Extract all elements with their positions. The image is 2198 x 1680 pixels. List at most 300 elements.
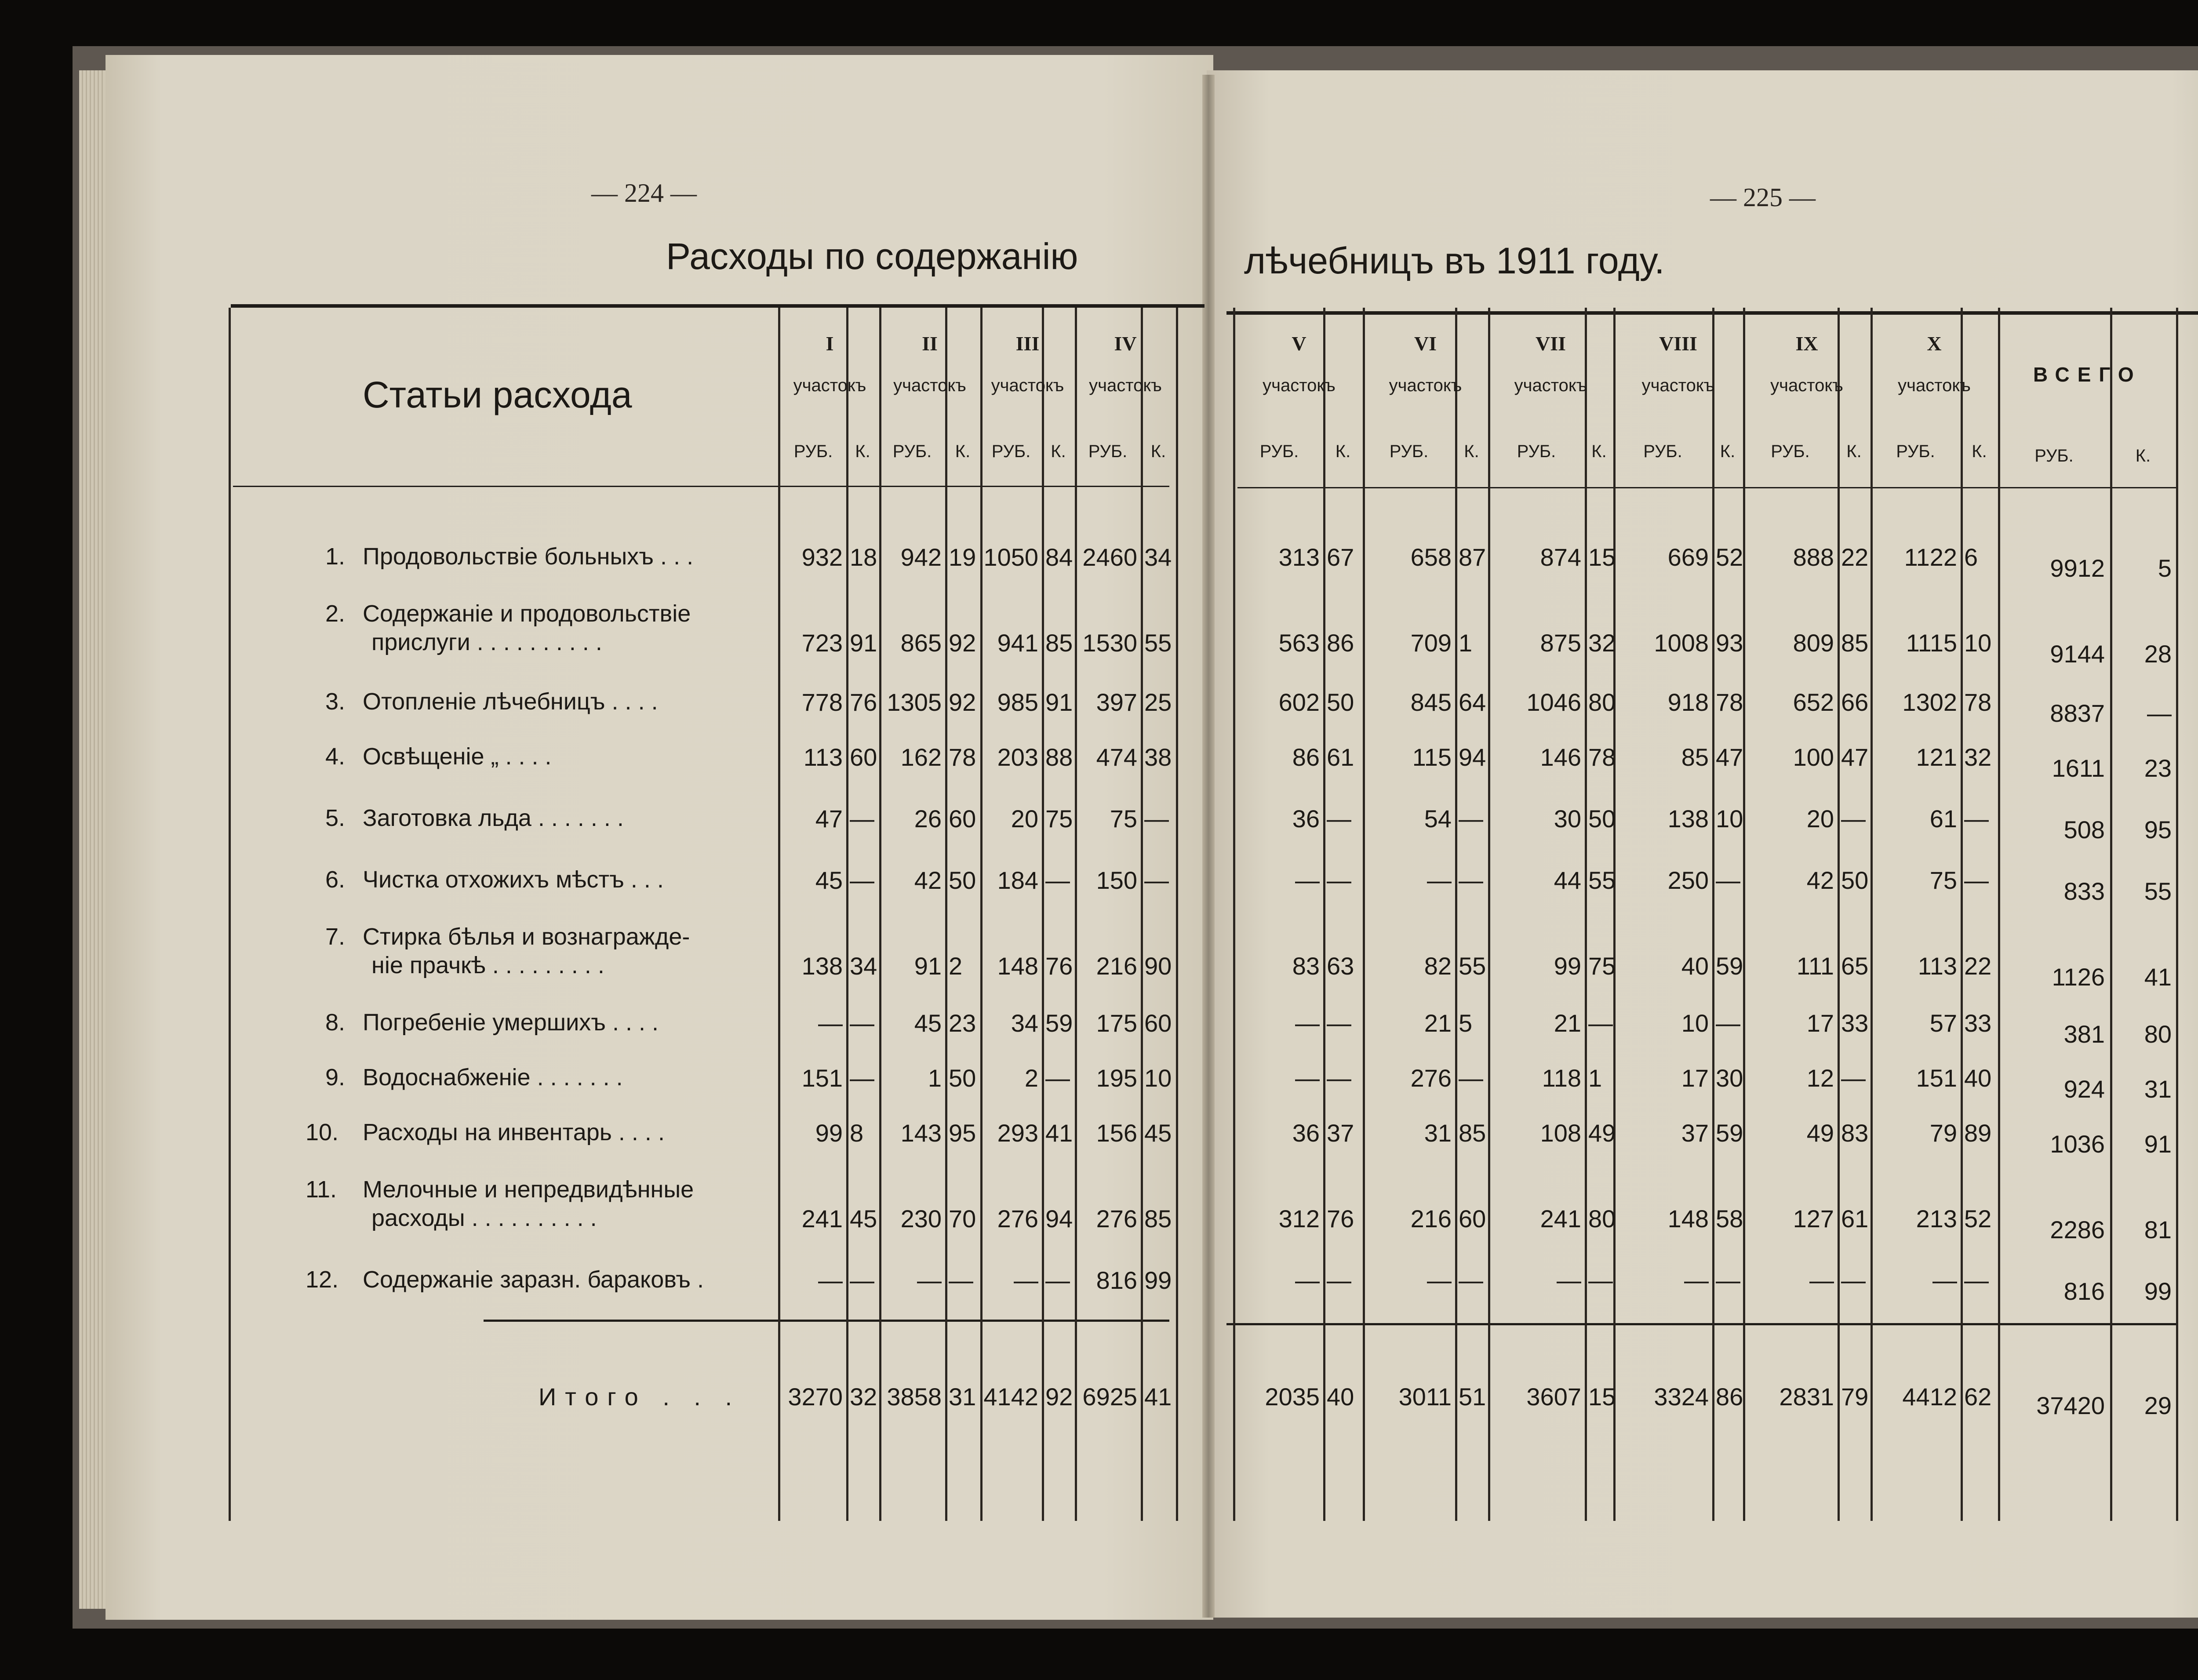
- amount-kop: 99: [1144, 1266, 1172, 1294]
- amount-rub: 1122: [1904, 543, 1957, 571]
- amount-kop: —: [1964, 866, 1989, 894]
- amount-rub: 36: [1292, 1119, 1320, 1147]
- row-number: 10.: [306, 1119, 339, 1145]
- district-unit: участокъ: [1389, 376, 1462, 395]
- total-amount-kop: 41: [1144, 1383, 1172, 1411]
- amount-rub: 79: [1929, 1119, 1957, 1147]
- amount-kop: —: [1588, 1009, 1613, 1037]
- district-number: II: [922, 332, 938, 355]
- kop-label: К.: [855, 442, 870, 461]
- amount-kop: 38: [1144, 743, 1172, 771]
- row-label: расходы . . . . . . . . . .: [371, 1205, 597, 1231]
- total-rub: 2286: [2050, 1216, 2105, 1244]
- amount-rub: 809: [1793, 629, 1834, 657]
- amount-rub: 162: [900, 743, 942, 771]
- amount-kop: 76: [850, 688, 877, 716]
- amount-rub: 45: [914, 1009, 942, 1037]
- amount-kop: 55: [1588, 866, 1616, 894]
- amount-rub: 985: [997, 688, 1038, 716]
- amount-rub: 12: [1806, 1064, 1834, 1092]
- amount-rub: 75: [1110, 805, 1137, 833]
- amount-kop: 95: [949, 1119, 976, 1147]
- amount-kop: 8: [850, 1119, 864, 1147]
- amount-rub: —: [1295, 866, 1320, 894]
- stub-header: Статьи расхода: [363, 374, 632, 415]
- row-label: ніе прачкѣ . . . . . . . . .: [371, 952, 604, 978]
- amount-rub: —: [1932, 1266, 1957, 1294]
- total-amount-kop: 40: [1327, 1383, 1354, 1411]
- amount-kop: 67: [1327, 543, 1354, 571]
- district-number: IV: [1114, 332, 1137, 355]
- amount-kop: 32: [1588, 629, 1616, 657]
- total-amount-rub: 3270: [788, 1383, 843, 1411]
- amount-kop: 60: [1144, 1009, 1172, 1037]
- rub-label: РУБ.: [1088, 442, 1128, 461]
- amount-kop: 89: [1964, 1119, 1992, 1147]
- district-unit: участокъ: [1770, 376, 1843, 395]
- amount-rub: 709: [1410, 629, 1452, 657]
- total-label: Итого . . .: [539, 1383, 741, 1411]
- amount-kop: 61: [1841, 1205, 1869, 1233]
- page-number-left: — 224 —: [591, 178, 697, 207]
- amount-rub: 127: [1793, 1205, 1834, 1233]
- district-number: III: [1015, 332, 1040, 355]
- amount-kop: —: [1327, 805, 1351, 833]
- amount-kop: 88: [1045, 743, 1073, 771]
- amount-rub: 313: [1278, 543, 1320, 571]
- amount-rub: 241: [1540, 1205, 1581, 1233]
- column-divider: [1961, 308, 1963, 1521]
- amount-rub: 91: [914, 952, 942, 980]
- total-kop: 55: [2144, 877, 2172, 905]
- amount-kop: 91: [850, 629, 877, 657]
- amount-rub: 49: [1806, 1119, 1834, 1147]
- total-rub: 1611: [2052, 754, 2105, 782]
- amount-kop: 52: [1964, 1205, 1992, 1233]
- amount-kop: 85: [1841, 629, 1869, 657]
- amount-kop: 85: [1144, 1205, 1172, 1233]
- amount-kop: 64: [1459, 688, 1486, 716]
- rub-label: РУБ.: [1389, 442, 1429, 461]
- total-kop: 31: [2144, 1075, 2172, 1103]
- column-divider: [945, 308, 947, 1521]
- amount-rub: 86: [1292, 743, 1320, 771]
- amount-kop: —: [850, 866, 874, 894]
- amount-kop: 10: [1964, 629, 1992, 657]
- amount-rub: 44: [1554, 866, 1581, 894]
- column-divider: [1613, 308, 1616, 1521]
- amount-rub: 175: [1096, 1009, 1137, 1037]
- amount-rub: 669: [1667, 543, 1709, 571]
- amount-kop: 33: [1964, 1009, 1992, 1037]
- amount-kop: —: [1459, 1064, 1483, 1092]
- column-divider: [1488, 308, 1490, 1521]
- rub-label: РУБ.: [991, 442, 1031, 461]
- amount-kop: 93: [1716, 629, 1743, 657]
- column-divider: [1998, 308, 2000, 1521]
- amount-rub: 17: [1681, 1064, 1709, 1092]
- kop-label: К.: [1464, 442, 1479, 461]
- kop-label: К.: [955, 442, 971, 461]
- kop-label: К.: [1720, 442, 1736, 461]
- amount-kop: —: [850, 1064, 874, 1092]
- amount-kop: —: [1459, 866, 1483, 894]
- amount-kop: —: [1327, 1266, 1351, 1294]
- district-number: VI: [1414, 332, 1437, 355]
- amount-rub: —: [1684, 1266, 1709, 1294]
- amount-rub: 148: [1667, 1205, 1709, 1233]
- row-label: Отопленіе лѣчебницъ . . . .: [363, 688, 658, 715]
- amount-rub: 1305: [887, 688, 942, 716]
- amount-kop: 76: [1045, 952, 1073, 980]
- district-number: VIII: [1659, 332, 1697, 355]
- row-number: 3.: [325, 688, 346, 715]
- total-amount-rub: 2035: [1265, 1383, 1320, 1411]
- amount-kop: —: [1716, 1009, 1740, 1037]
- amount-kop: 85: [1459, 1119, 1486, 1147]
- amount-kop: 50: [1327, 688, 1354, 716]
- amount-kop: —: [1841, 1266, 1866, 1294]
- total-amount-rub: 4142: [983, 1383, 1038, 1411]
- amount-rub: 932: [801, 543, 843, 571]
- grand-total-kop: 29: [2144, 1392, 2172, 1419]
- total-rub: 381: [2063, 1020, 2105, 1048]
- amount-rub: 45: [815, 866, 843, 894]
- total-header: ВСЕГО: [2033, 363, 2142, 386]
- column-divider: [846, 308, 848, 1521]
- district-unit: участокъ: [1263, 376, 1336, 395]
- rub-label: РУБ.: [793, 442, 833, 461]
- row-number: 5.: [325, 805, 346, 831]
- amount-rub: 99: [815, 1119, 843, 1147]
- row-number: 6.: [325, 866, 346, 893]
- total-kop: 23: [2144, 754, 2172, 782]
- total-kop: 91: [2144, 1130, 2172, 1158]
- amount-kop: 50: [949, 1064, 976, 1092]
- total-amount-kop: 51: [1459, 1383, 1486, 1411]
- amount-rub: 37: [1681, 1119, 1709, 1147]
- column-divider: [1233, 308, 1235, 1521]
- amount-kop: 85: [1045, 629, 1073, 657]
- total-rub: 9912: [2050, 554, 2105, 582]
- amount-rub: 1008: [1654, 629, 1709, 657]
- total-amount-kop: 79: [1841, 1383, 1869, 1411]
- amount-kop: 5: [1459, 1009, 1473, 1037]
- amount-rub: 216: [1410, 1205, 1452, 1233]
- column-divider: [1585, 308, 1587, 1521]
- amount-rub: —: [1809, 1266, 1834, 1294]
- amount-kop: 78: [1964, 688, 1992, 716]
- amount-rub: 121: [1916, 743, 1957, 771]
- amount-kop: 22: [1964, 952, 1992, 980]
- column-divider: [1870, 308, 1873, 1521]
- kop-label: К.: [1335, 442, 1351, 461]
- amount-kop: 19: [949, 543, 976, 571]
- amount-rub: 276: [1410, 1064, 1452, 1092]
- amount-rub: 845: [1410, 688, 1452, 716]
- amount-rub: 941: [997, 629, 1038, 657]
- amount-rub: 146: [1540, 743, 1581, 771]
- amount-kop: —: [1144, 805, 1169, 833]
- total-kop: 28: [2144, 640, 2172, 668]
- amount-kop: 91: [1045, 688, 1073, 716]
- total-amount-rub: 3011: [1398, 1383, 1452, 1411]
- row-label: Освѣщеніе „ . . . .: [363, 743, 552, 770]
- total-kop: 5: [2158, 554, 2172, 582]
- amount-rub: 111: [1796, 952, 1834, 980]
- amount-rub: 118: [1542, 1064, 1581, 1092]
- amount-rub: 1530: [1082, 629, 1137, 657]
- district-unit: участокъ: [793, 376, 866, 395]
- amount-kop: 18: [850, 543, 877, 571]
- amount-kop: 94: [1459, 743, 1486, 771]
- amount-kop: 37: [1327, 1119, 1354, 1147]
- amount-rub: 250: [1667, 866, 1709, 894]
- row-label: Содержаніе заразн. бараковъ .: [363, 1266, 704, 1293]
- amount-rub: 816: [1096, 1266, 1137, 1294]
- rub-label: РУБ.: [1643, 442, 1682, 461]
- amount-rub: 108: [1540, 1119, 1581, 1147]
- amount-kop: —: [1841, 805, 1866, 833]
- total-amount-kop: 62: [1964, 1383, 1992, 1411]
- district-unit: участокъ: [1898, 376, 1971, 395]
- amount-kop: 47: [1841, 743, 1869, 771]
- amount-rub: —: [1014, 1266, 1038, 1294]
- amount-kop: —: [1144, 866, 1169, 894]
- amount-kop: 59: [1045, 1009, 1073, 1037]
- amount-kop: 70: [949, 1205, 976, 1233]
- amount-kop: 61: [1327, 743, 1354, 771]
- amount-kop: 40: [1964, 1064, 1992, 1092]
- column-divider: [778, 308, 780, 1521]
- amount-rub: 75: [1929, 866, 1957, 894]
- district-number: VII: [1535, 332, 1566, 355]
- total-kop: 41: [2144, 963, 2172, 991]
- amount-rub: 276: [1096, 1205, 1137, 1233]
- kop-label: К.: [1972, 442, 1987, 461]
- row-number: 4.: [325, 743, 346, 770]
- amount-kop: —: [1716, 1266, 1740, 1294]
- amount-rub: 195: [1096, 1064, 1137, 1092]
- amount-kop: 1: [1459, 629, 1473, 657]
- column-divider: [1838, 308, 1840, 1521]
- row-label: Погребеніе умершихъ . . . .: [363, 1009, 659, 1036]
- total-amount-kop: 31: [949, 1383, 976, 1411]
- amount-rub: 563: [1278, 629, 1320, 657]
- total-kop: 80: [2144, 1020, 2172, 1048]
- column-divider: [1141, 308, 1143, 1521]
- row-label: Мелочные и непредвидѣнные: [363, 1176, 694, 1203]
- amount-rub: 203: [997, 743, 1038, 771]
- title-left: Расходы по содержанію: [666, 236, 1078, 277]
- amount-kop: —: [1459, 1266, 1483, 1294]
- total-amount-rub: 3607: [1526, 1383, 1581, 1411]
- column-divider: [1455, 308, 1457, 1521]
- header-rule: [233, 486, 1169, 487]
- amount-rub: 138: [1667, 805, 1709, 833]
- amount-rub: 888: [1793, 543, 1834, 571]
- amount-rub: 865: [900, 629, 942, 657]
- amount-rub: 942: [900, 543, 942, 571]
- amount-rub: 138: [801, 952, 843, 980]
- amount-kop: 60: [850, 743, 877, 771]
- column-divider: [1075, 308, 1077, 1521]
- row-label: Чистка отхожихъ мѣстъ . . .: [363, 866, 664, 893]
- amount-rub: —: [1427, 1266, 1452, 1294]
- amount-rub: 658: [1410, 543, 1452, 571]
- title-right: лѣчебницъ въ 1911 году.: [1244, 240, 1665, 281]
- amount-rub: —: [1295, 1009, 1320, 1037]
- amount-rub: 397: [1096, 688, 1137, 716]
- amount-rub: 1046: [1526, 688, 1581, 716]
- total-kop: —: [2147, 699, 2172, 727]
- total-amount-rub: 2831: [1779, 1383, 1834, 1411]
- kop-label: К.: [2135, 446, 2151, 465]
- total-rub: 508: [2063, 816, 2105, 844]
- district-number: I: [826, 332, 834, 355]
- amount-rub: 30: [1554, 805, 1581, 833]
- amount-rub: 61: [1929, 805, 1957, 833]
- rub-label: РУБ.: [1771, 442, 1810, 461]
- total-amount-kop: 86: [1716, 1383, 1743, 1411]
- amount-rub: 1: [928, 1064, 942, 1092]
- amount-kop: —: [949, 1266, 973, 1294]
- amount-rub: 150: [1096, 866, 1137, 894]
- amount-kop: —: [1716, 866, 1740, 894]
- total-kop: 81: [2144, 1216, 2172, 1244]
- column-divider: [1176, 308, 1178, 1521]
- amount-kop: 10: [1716, 805, 1743, 833]
- row-label: Стирка бѣлья и вознагражде-: [363, 924, 690, 950]
- amount-rub: 652: [1793, 688, 1834, 716]
- amount-kop: —: [850, 1009, 874, 1037]
- amount-rub: 474: [1096, 743, 1137, 771]
- amount-rub: 2460: [1082, 543, 1137, 571]
- amount-kop: 25: [1144, 688, 1172, 716]
- kop-label: К.: [1150, 442, 1166, 461]
- amount-kop: —: [1045, 1266, 1070, 1294]
- amount-kop: 60: [949, 805, 976, 833]
- row-number: 8.: [325, 1009, 346, 1036]
- amount-rub: 143: [900, 1119, 942, 1147]
- amount-rub: 42: [1806, 866, 1834, 894]
- amount-kop: 10: [1144, 1064, 1172, 1092]
- total-amount-rub: 4412: [1902, 1383, 1957, 1411]
- amount-rub: 83: [1292, 952, 1320, 980]
- amount-kop: 41: [1045, 1119, 1073, 1147]
- amount-kop: 34: [1144, 543, 1172, 571]
- amount-kop: 34: [850, 952, 877, 980]
- amount-kop: 65: [1841, 952, 1869, 980]
- column-divider: [1743, 308, 1745, 1521]
- row-number: 11.: [306, 1176, 337, 1203]
- column-divider: [1363, 308, 1365, 1521]
- amount-kop: 50: [1841, 866, 1869, 894]
- amount-rub: —: [1295, 1266, 1320, 1294]
- rub-label: РУБ.: [1896, 442, 1935, 461]
- amount-kop: 55: [1144, 629, 1172, 657]
- amount-kop: —: [1588, 1266, 1613, 1294]
- amount-rub: —: [1295, 1064, 1320, 1092]
- column-divider: [229, 308, 231, 1521]
- amount-kop: 22: [1841, 543, 1869, 571]
- amount-kop: 84: [1045, 543, 1073, 571]
- amount-rub: 113: [1918, 952, 1957, 980]
- rub-label: РУБ.: [2034, 446, 2074, 465]
- amount-kop: 76: [1327, 1205, 1354, 1233]
- rub-label: РУБ.: [1517, 442, 1556, 461]
- row-label: Водоснабженіе . . . . . . .: [363, 1064, 623, 1091]
- amount-kop: 94: [1045, 1205, 1073, 1233]
- amount-kop: 58: [1716, 1205, 1743, 1233]
- row-number: 1.: [325, 543, 346, 570]
- total-rub: 9144: [2050, 640, 2105, 668]
- rub-label: РУБ.: [892, 442, 932, 461]
- column-divider: [879, 308, 881, 1521]
- amount-kop: 78: [1588, 743, 1616, 771]
- amount-rub: 21: [1424, 1009, 1452, 1037]
- amount-kop: 90: [1144, 952, 1172, 980]
- total-amount-kop: 15: [1588, 1383, 1616, 1411]
- total-rub: 1126: [2052, 963, 2105, 991]
- amount-rub: —: [1557, 1266, 1581, 1294]
- amount-rub: 54: [1424, 805, 1452, 833]
- amount-rub: 312: [1278, 1205, 1320, 1233]
- amount-rub: 99: [1554, 952, 1581, 980]
- amount-rub: 293: [997, 1119, 1038, 1147]
- amount-rub: 1050: [983, 543, 1038, 571]
- amount-rub: 36: [1292, 805, 1320, 833]
- amount-kop: 45: [1144, 1119, 1172, 1147]
- amount-kop: 66: [1841, 688, 1869, 716]
- district-unit: участокъ: [1089, 376, 1162, 395]
- amount-kop: 59: [1716, 1119, 1743, 1147]
- amount-rub: 85: [1681, 743, 1709, 771]
- amount-kop: 1: [1588, 1064, 1602, 1092]
- amount-rub: 276: [997, 1205, 1038, 1233]
- amount-kop: 32: [1964, 743, 1992, 771]
- amount-rub: 42: [914, 866, 942, 894]
- amount-rub: 100: [1793, 743, 1834, 771]
- total-rub: 833: [2063, 877, 2105, 905]
- district-number: V: [1292, 332, 1306, 355]
- amount-rub: 723: [801, 629, 843, 657]
- amount-kop: 78: [949, 743, 976, 771]
- amount-rub: 82: [1424, 952, 1452, 980]
- amount-kop: 92: [949, 688, 976, 716]
- amount-kop: 60: [1459, 1205, 1486, 1233]
- row-label: прислуги . . . . . . . . . .: [371, 629, 602, 655]
- amount-kop: 6: [1964, 543, 1978, 571]
- amount-rub: 21: [1554, 1009, 1581, 1037]
- district-unit: участокъ: [893, 376, 966, 395]
- amount-kop: 86: [1327, 629, 1354, 657]
- amount-rub: 31: [1424, 1119, 1452, 1147]
- amount-rub: 10: [1681, 1009, 1709, 1037]
- row-label: Продовольствіе больныхъ . . .: [363, 543, 694, 570]
- amount-kop: 80: [1588, 688, 1616, 716]
- amount-kop: 15: [1588, 543, 1616, 571]
- amount-rub: —: [917, 1266, 942, 1294]
- amount-rub: —: [818, 1009, 843, 1037]
- amount-rub: 20: [1806, 805, 1834, 833]
- amount-kop: 45: [850, 1205, 877, 1233]
- amount-rub: 151: [1916, 1064, 1957, 1092]
- amount-rub: 113: [803, 743, 843, 771]
- total-rule: [1226, 1323, 2178, 1325]
- district-unit: участокъ: [1514, 376, 1587, 395]
- amount-rub: 241: [801, 1205, 843, 1233]
